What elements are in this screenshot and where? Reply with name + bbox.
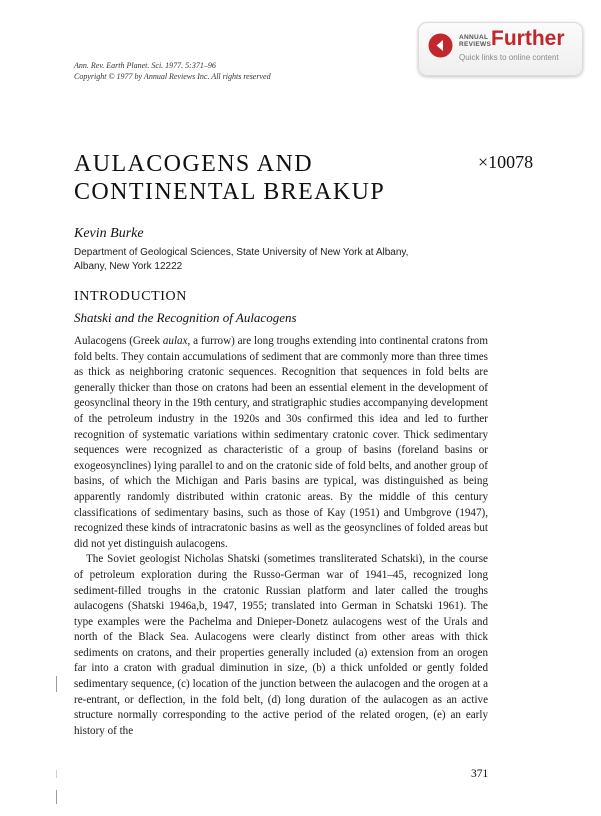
reference-number: ×10078: [478, 152, 534, 172]
page-number: 371: [471, 768, 489, 780]
body-text: [74, 334, 488, 739]
author-affiliation: [74, 246, 408, 274]
paragraph-1: Aulacogens (Greek aulax, a furrow) are long troughs extending into continental cratons from fold belts. They contain accumulations of sediment that are commonly more than three times as thick as neighboring cratonic sequences. Recognition that sequences in fold belts are generally thicker than those on cratons had been an essential element in the development of geosynclinal theory in the 19th century, and stratigraphic studies accompanying development of the petroleum industry in the 1920s and 30s confirmed this idea and led to further recognition of systematic variations within sedimentary cratonic cover. Thick sedimentary sequences were recognized as characteristic of a group of basins (foreland basins or exogeosynclines) lying parallel to and on the cratonic side of fold belts, and another group of basins, of which the Michigan and Paris basins are typical, was distinguished as being apparently randomly distributed within cratonic areas. By the middle of this century classifications of sedimentary basins, such as those of Kay (1951) and Umbgrove (1947), recognized these kinds of intracratonic basins as well as the geosynclines of folded areas but did not yet distinguish aulacogens.: [74, 335, 488, 550]
further-label[interactable]: Further: [491, 27, 565, 50]
journal-citation: Ann. Rev. Earth Planet. Sci. 1977. 5:371–96: [74, 61, 216, 70]
play-arrow-icon: [428, 33, 453, 58]
margin-mark: [56, 790, 57, 804]
greek-term: aulax: [162, 335, 188, 347]
journal-header: [74, 60, 271, 82]
further-links-badge[interactable]: [418, 22, 583, 76]
affiliation-line-1: Department of Geological Sciences, State University of New York at Albany,: [74, 247, 409, 258]
annual-reviews-brand: ANNUAL REVIEWS: [459, 34, 492, 48]
badge-tagline: Quick links to online content: [459, 53, 559, 62]
affiliation-line-2: Albany, New York 12222: [74, 261, 183, 272]
subsection-heading: Shatski and the Recognition of Aulacogens: [74, 310, 297, 325]
title-line-2: CONTINENTAL BREAKUP: [74, 179, 386, 205]
author-name: Kevin Burke: [74, 226, 144, 241]
title-line-1: AULACOGENS AND: [74, 151, 313, 177]
article-title: [74, 150, 385, 206]
section-heading: INTRODUCTION: [74, 289, 187, 304]
copyright-notice: Copyright © 1977 by Annual Reviews Inc. All rights reserved: [74, 72, 271, 81]
paragraph-2: The Soviet geologist Nicholas Shatski (sometimes transliterated Schatski), in the course of petroleum exploration during the Russo-German war of 1941–45, recognized long sediment-filled troughs in the cratonic Russian platform and later called the troughs aulacogens (Shatski 1946a,b, 1947, 1955; translated into German in Schatski 1961). The type examples were the Pachelma and Dnieper-Donetz aulacogens west of the Urals and north of the Black Sea. Aulacogens were clearly distinct from other areas with thick sediments on cratons, and their properties generally included (a) extension from an orogen far into a craton with gradual diminution in size, (b) a thick unfolded or gently folded sedimentary sequence, (c) location of the junction between the aulacogen and the orogen at a re-entrant, or deflection, in the fold belt, (d) long duration of the aulacogen as an active structure normally corresponding to the active period of the related orogen, (e) an early history of the: [74, 553, 488, 737]
margin-mark: [56, 770, 57, 778]
margin-mark: [56, 676, 57, 692]
